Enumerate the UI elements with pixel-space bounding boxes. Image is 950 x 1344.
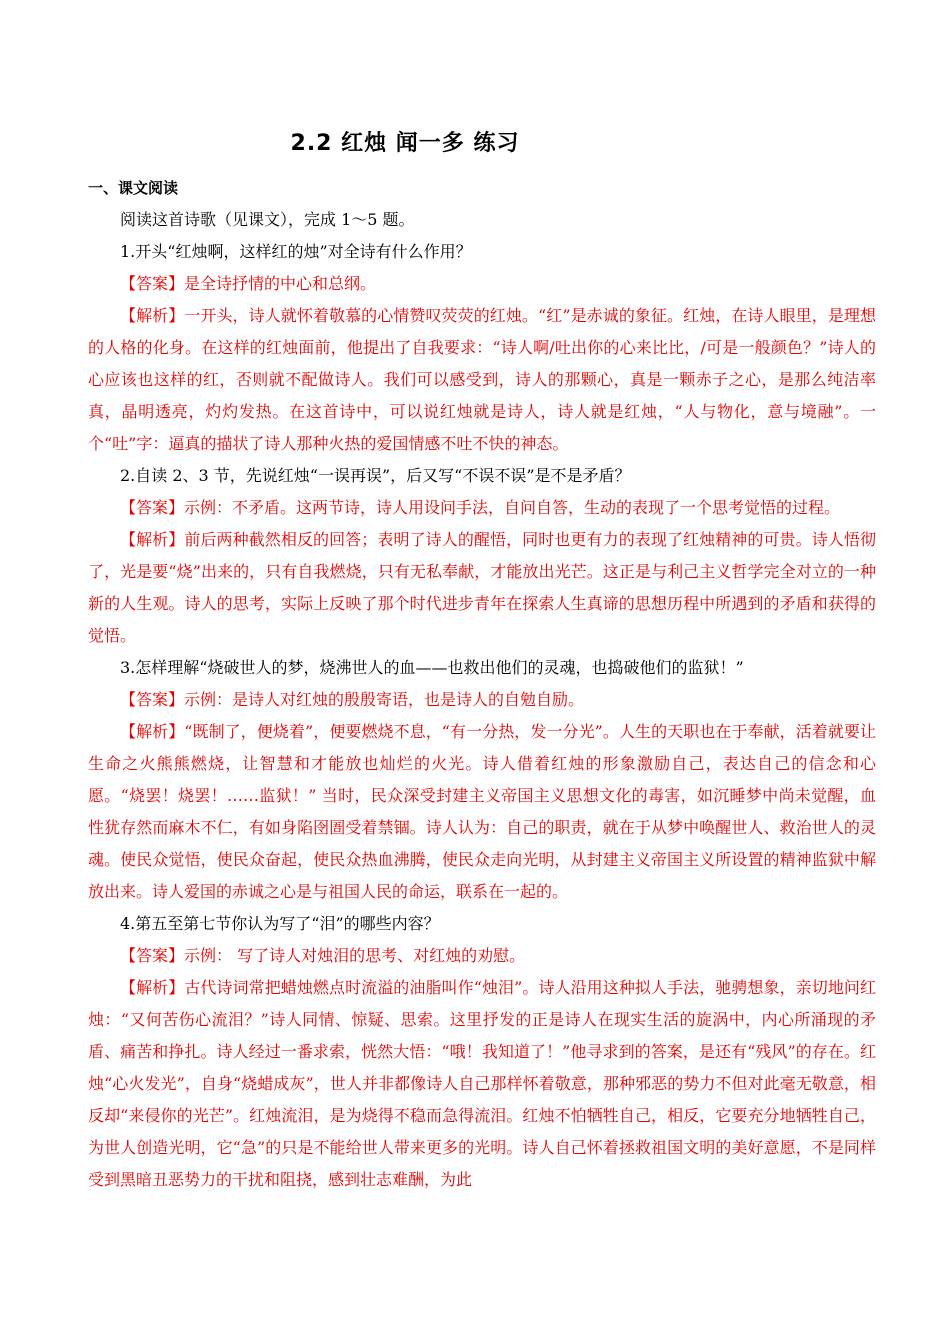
answer-4 [88,940,876,972]
answer-label: 【答案】 [120,946,185,965]
section-heading: 一、课文阅读 [88,179,179,197]
analysis-1 [88,300,876,460]
analysis-label: 【解析】 [120,978,185,997]
analysis-2 [88,524,876,652]
question-1: 1.开头“红烛啊，这样红的烛”对全诗有什么作用？ [120,242,472,261]
answer-1 [88,268,876,300]
answer-text: 是全诗抒情的中心和总纲。 [184,274,377,293]
analysis-label: 【解析】 [120,530,185,549]
analysis-text: 古代诗词常把蜡烛燃点时流溢的油脂叫作“烛泪”。诗人沿用这种拟人手法，驰骋想象，亲切地问红烛：“又何苦伤心流泪？”诗人同情、惊疑、思索。这里抒发的正是诗人在现实生活的旋涡中，内心所涌现的矛盾、痛苦和挣扎。诗人经过一番求索，恍然大悟：“哦！我知道了！”他寻求到的答案，是还有“残风”的存在。红烛“心火发光”，自身“烧蜡成灰”，世人并非都像诗人自己那样怀着敬意，那种邪恶的势力不但对此毫无敬意，相反却“来侵你的光芒”。红烛流泪，是为烧得不稳而急得流泪。红烛不怕牺牲自己，相反，它要充分地牺牲自己，为世人创造光明，它“急”的只是不能给世人带来更多的光明。诗人自己怀着拯救祖国文明的美好意愿，不是同样受到黑暗丑恶势力的干扰和阻挠，感到壮志难酬，为此 [88,978,876,1189]
analysis-text: “既制了，便烧着”，便要燃烧不息，“有一分热，发一分光”。人生的天职也在于奉献，活着就要让生命之火熊熊燃烧，让智慧和才能放也灿烂的火光。诗人借着红烛的形象激励自己，表达自己的信念和心愿。“烧罢！烧罢！……监狱！” 当时，民众深受封建主义帝国主义思想文化的毒害，如沉睡梦中尚未觉醒，血性犹存然而麻木不仁，有如身陷囹圄受着禁锢。诗人认为：自己的职责，就在于从梦中唤醒世人、救治世人的灵魂。使民众觉悟，使民众奋起，使民众热血沸腾，使民众走向光明，从封建主义帝国主义所设置的精神监狱中解放出来。诗人爱国的赤诚之心是与祖国人民的命运，联系在一起的。 [88,722,876,901]
answer-text: 示例：是诗人对红烛的殷殷寄语，也是诗人的自勉自励。 [184,690,585,709]
question-4: 4.第五至第七节你认为写了“泪”的哪些内容？ [120,914,440,933]
question-3: 3.怎样理解“烧破世人的梦，烧沸世人的血——也救出他们的灵魂，也捣破他们的监狱！” [120,658,744,677]
analysis-text: 前后两种截然相反的回答；表明了诗人的醒悟，同时也更有力的表现了红烛精神的可贵。诗人悟彻了，光是要“烧”出来的，只有自我燃烧，只有无私奉献，才能放出光芒。这正是与利己主义哲学完全对立的一种新的人生观。诗人的思考，实际上反映了那个时代进步青年在探索人生真谛的思想历程中所遇到的矛盾和获得的觉悟。 [88,530,876,645]
answer-label: 【答案】 [120,498,185,517]
answer-3 [88,684,876,716]
answer-label: 【答案】 [120,274,185,293]
page-title: 2.2 红烛 闻一多 练习 [290,131,520,156]
analysis-3 [88,716,876,908]
answer-text: 示例： 写了诗人对烛泪的思考、对红烛的劝慰。 [184,946,526,965]
analysis-label: 【解析】 [120,722,185,741]
analysis-label: 【解析】 [120,306,185,325]
answer-label: 【答案】 [120,690,185,709]
answer-text: 示例：不矛盾。这两节诗，诗人用设问手法，自问自答，生动的表现了一个思考觉悟的过程。 [184,498,841,517]
analysis-4 [88,972,876,1196]
answer-2 [88,492,876,524]
question-2: 2.自读 2、3 节，先说红烛“一误再误”，后又写“不误不误”是不是矛盾？ [120,466,631,485]
section-intro: 阅读这首诗歌（见课文），完成 1～5 题。 [120,210,415,229]
analysis-text: 一开头，诗人就怀着敬慕的心情赞叹荧荧的红烛。“红”是赤诚的象征。红烛，在诗人眼里，是理想的人格的化身。在这样的红烛面前，他提出了自我要求：“诗人啊/吐出你的心来比比，/可是一般颜色？”诗人的心应该也这样的红，否则就不配做诗人。我们可以感受到，诗人的那颗心，真是一颗赤子之心，是那么纯洁率真，晶明透亮，灼灼发热。在这首诗中，可以说红烛就是诗人，诗人就是红烛，“人与物化，意与境融”。一个“吐”字：逼真的描状了诗人那种火热的爱国情感不吐不快的神态。 [88,306,876,453]
document-body [88,172,876,1196]
